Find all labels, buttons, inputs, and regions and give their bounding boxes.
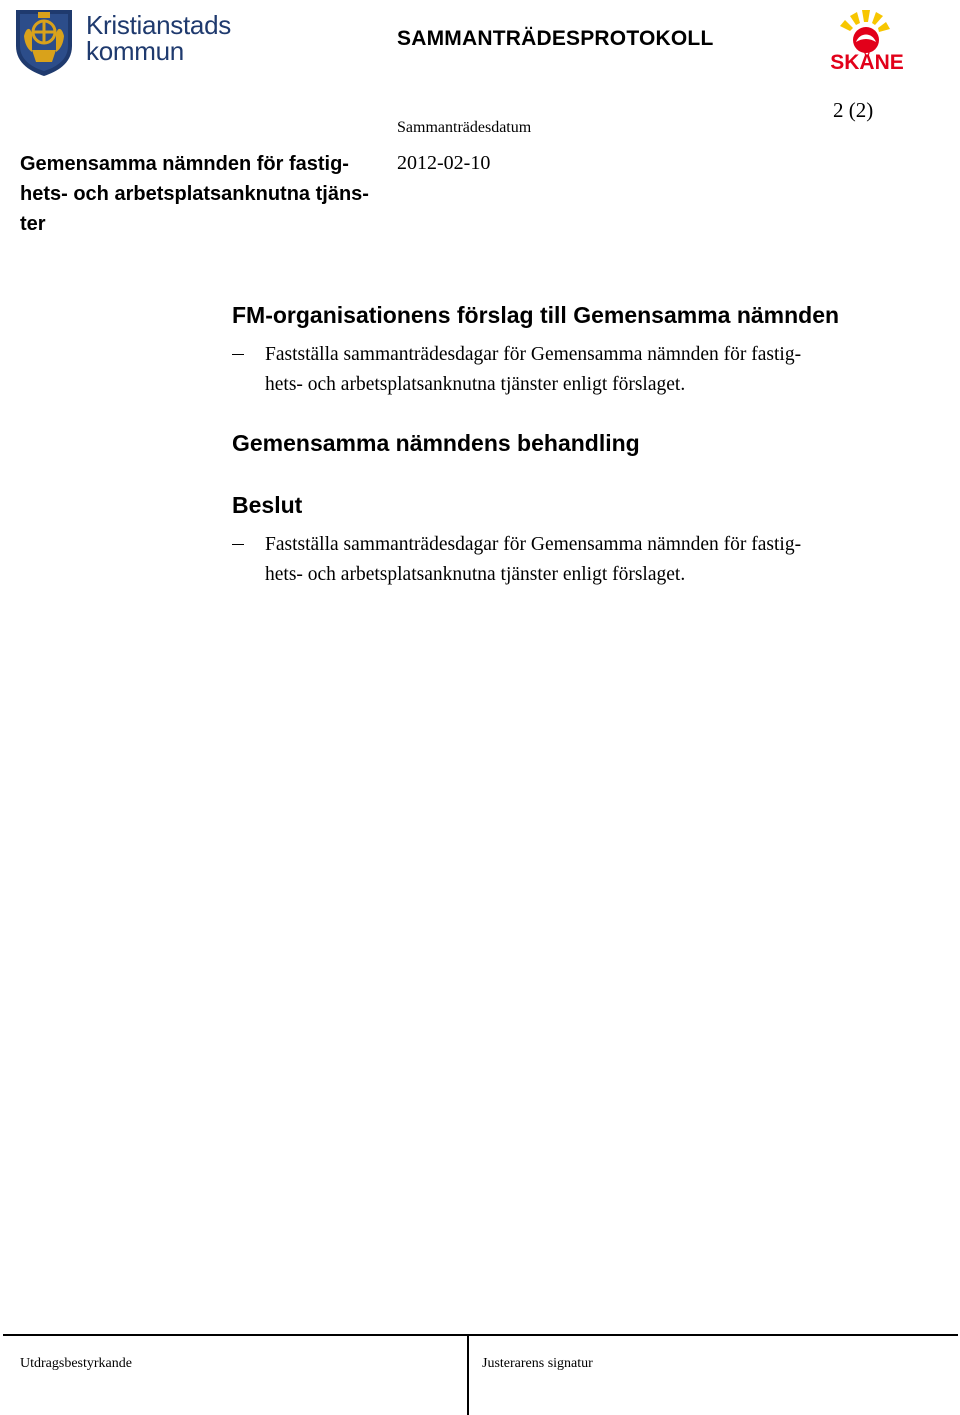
- committee-name: [20, 149, 400, 239]
- municipality-name-line-1: Kristianstads: [86, 10, 231, 40]
- proposal-bullet: [232, 340, 882, 400]
- adjuster-signature-label: Justerarens signatur: [482, 1356, 593, 1371]
- decision-bullet: [232, 530, 882, 590]
- region-logo-text: SKÅNE: [830, 51, 904, 74]
- committee-name-line-3: ter: [20, 213, 46, 235]
- handling-heading: Gemensamma nämndens behandling: [232, 430, 640, 456]
- proposal-bullet-line-2: hets- och arbetsplatsanknutna tjänster enligt förslaget.: [265, 374, 686, 395]
- proposal-bullet-line-1: Fastställa sammanträdesdagar för Gemensamma nämnden för fastig-: [265, 344, 802, 365]
- region-skane-emblem-icon: [826, 6, 908, 74]
- meeting-date: 2012-02-10: [397, 152, 491, 174]
- decision-bullet-line-2: hets- och arbetsplatsanknutna tjänster enligt förslaget.: [265, 564, 686, 585]
- page-number: 2 (2): [833, 98, 874, 122]
- municipality-crest-icon: [12, 6, 76, 78]
- decision-bullet-text: [265, 530, 882, 590]
- municipality-name-line-2: kommun: [86, 36, 184, 66]
- committee-name-line-2: hets- och arbetsplatsanknutna tjäns-: [20, 183, 369, 205]
- proposal-heading: FM-organisationens förslag till Gemensamma nämnden: [232, 302, 840, 328]
- document-title: SAMMANTRÄDESPROTOKOLL: [397, 27, 714, 50]
- region-skane-logo: [826, 6, 908, 74]
- certification-label: Utdragsbestyrkande: [20, 1356, 132, 1371]
- proposal-bullet-text: [265, 340, 882, 400]
- footer-divider: [467, 1334, 469, 1415]
- meeting-date-label: Sammanträdesdatum: [397, 119, 532, 136]
- municipality-name: [86, 12, 256, 64]
- committee-name-line-1: Gemensamma nämnden för fastig-: [20, 153, 349, 175]
- decision-heading: Beslut: [232, 492, 303, 518]
- decision-bullet-line-1: Fastställa sammanträdesdagar för Gemensamma nämnden för fastig-: [265, 534, 802, 555]
- footer-rule: [3, 1334, 958, 1336]
